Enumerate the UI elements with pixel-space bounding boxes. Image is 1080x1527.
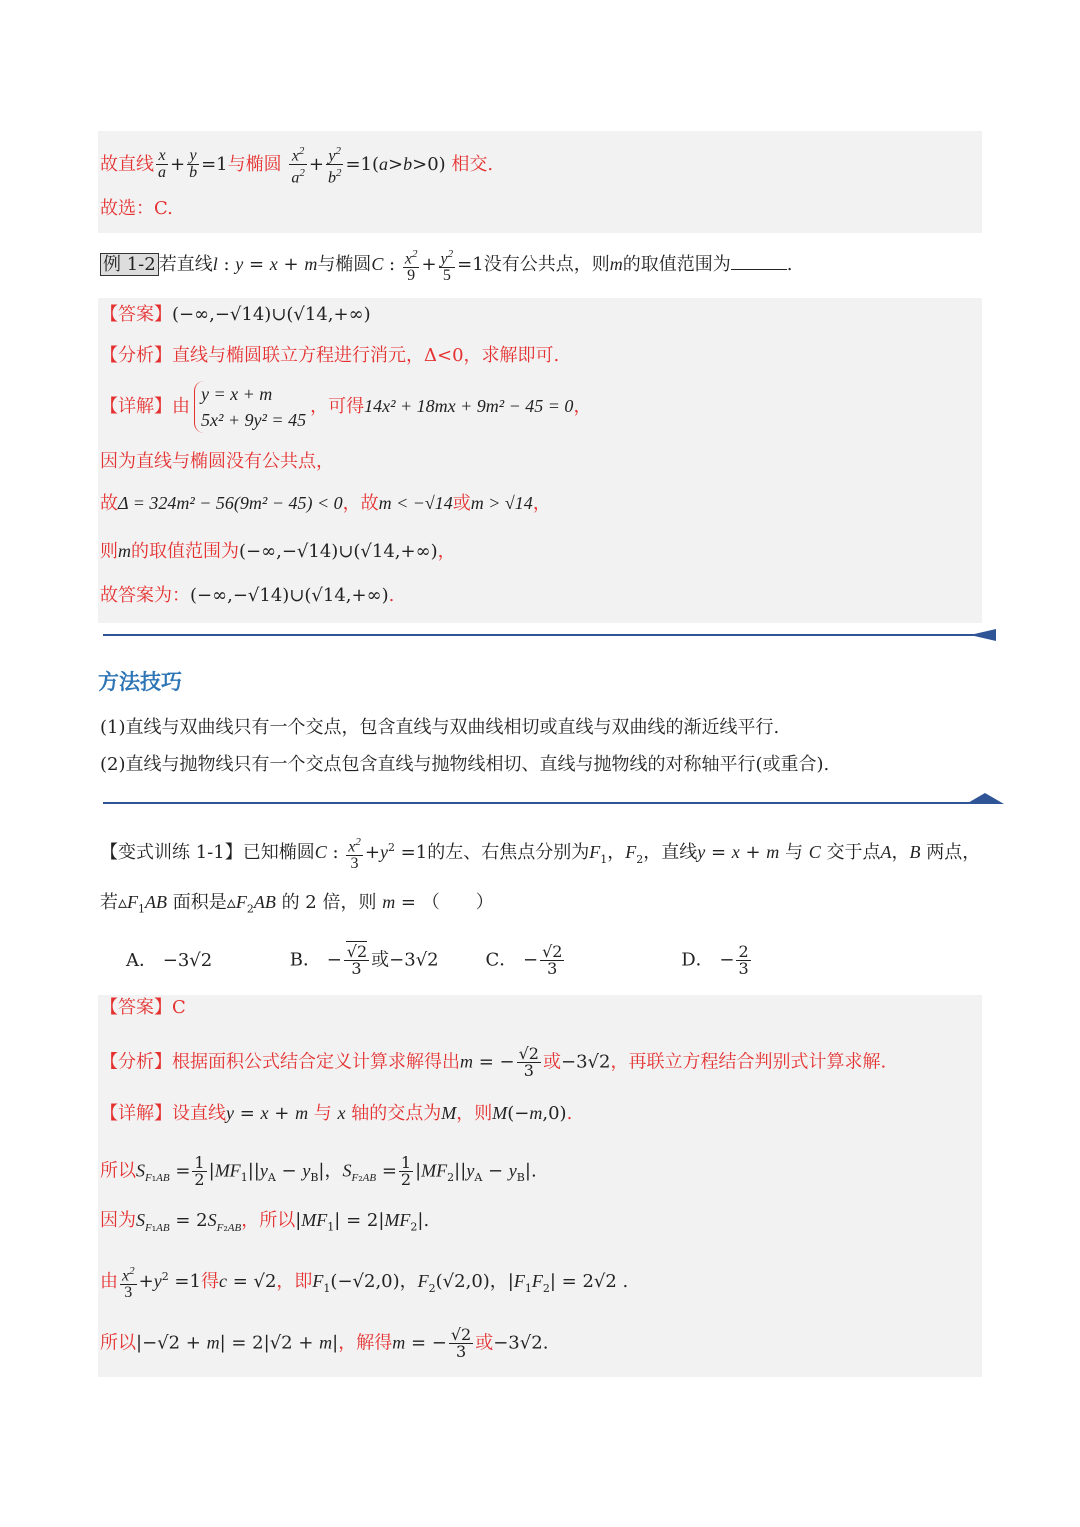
variant-answer-line: 【答案】C bbox=[100, 997, 186, 1018]
detail-label: 【详解】 bbox=[100, 396, 172, 417]
because-line: 因为直线与椭圆没有公共点， bbox=[100, 451, 334, 472]
option-b[interactable]: B． − $\frac{√2}{3}$ 或−3√2 bbox=[289, 942, 439, 978]
variant-focus-line: 由 $\frac{x^2}{3}$ $+y^2 =1$得c = √2，即$F_1(-√2,0)$，$F_2(√2,0)$，$|F_1F_2| = 2√2$ . bbox=[100, 1265, 629, 1302]
variant-line-1: 【变式训练 1-1】已知椭圆C : $\frac{x^2}{3}$ $+y^2 =1$的左、右焦点分别为$F_1$，$F_2$，直线y = x + m 与 C 交于点A，B 两点， bbox=[100, 836, 981, 873]
variant-area-line: 所以$S_{F_1AB}$ = $\frac{1}{2}$ $|MF_1||y_A - y_B|$，$S_{F_2AB}$ = $\frac{1}{2}$ $|MF_2||y_A - y_B|$. bbox=[100, 1153, 537, 1189]
frac-x-a: $\frac{x}{a}$ bbox=[158, 147, 166, 182]
example-text-b: 与椭圆 bbox=[317, 254, 372, 276]
frac-x2-a2: $\frac{x^2}{a^2}$ bbox=[291, 145, 305, 187]
frac-x2-3: $\frac{x^2}{3}$ bbox=[348, 836, 361, 873]
option-d[interactable]: D． − $\frac{2}{3}$ bbox=[681, 942, 749, 978]
variant-result-line: 所以|−√2 + m| = 2|√2 + m|，解得m = − $\frac{√2}{3}$ 或−3√2. bbox=[100, 1325, 549, 1361]
prev-solution-line2: 故选：C. bbox=[100, 198, 173, 219]
frac-y2-5: $\frac{y^2}{5}$ bbox=[440, 248, 454, 285]
range-value: (−∞,−√14)∪(√14,+∞) bbox=[239, 541, 438, 562]
answer-blank bbox=[731, 253, 787, 270]
example-tag: 例 1-2 bbox=[100, 253, 159, 276]
variant-ratio-line: 因为$S_{F_1AB} = 2S_{F_2AB}$，所以$|MF_1| = 2|MF_2|$. bbox=[100, 1210, 430, 1234]
frac-x2-9: $\frac{x^2}{9}$ bbox=[404, 248, 418, 285]
analysis-text: 直线与椭圆联立方程进行消元，Δ<0，求解即可. bbox=[172, 345, 560, 366]
quadratic-eq: 14x² + 18mx + 9m² − 45 = 0 bbox=[364, 396, 574, 416]
variant-analysis-line: 【分析】根据面积公式结合定义计算求解得出m = − $\frac{√2}{3}$ 或−3√2，再联立方程结合判别式计算求解. bbox=[100, 1044, 887, 1080]
equation-system: y = x + m 5x² + 9y² = 45 bbox=[194, 381, 306, 433]
methods-heading: 方法技巧 bbox=[98, 670, 182, 694]
example-line: 例 1-2 若直线l : y = x + m与椭圆C : $\frac{x^2}{9}$ + $\frac{y^2}{5}$ =1没有公共点，则m的取值范围为 . bbox=[100, 246, 792, 284]
example-text-a: 若直线 bbox=[158, 254, 213, 276]
final-answer-value: (−∞,−√14)∪(√14,+∞) bbox=[190, 585, 389, 606]
variant-line-2: 若$▵F_1AB$ 面积是$▵F_2AB$ 的 2 倍，则 m = （ ） bbox=[100, 892, 494, 916]
delta-line: 故Δ = 324m² − 56(9m² − 45) < 0，故m < −√14或m > √14， bbox=[100, 493, 551, 514]
option-c[interactable]: C． − $\frac{√2}{3}$ bbox=[485, 942, 563, 978]
methods-item-1: (1)直线与双曲线只有一个交点，包含直线与双曲线相切或直线与双曲线的渐近线平行. bbox=[100, 717, 780, 738]
option-a[interactable]: A． −3√2 bbox=[126, 949, 213, 971]
example-text-c: 没有公共点，则 bbox=[483, 254, 610, 276]
variant-options bbox=[126, 944, 753, 977]
answer-line bbox=[100, 303, 371, 327]
analysis-line bbox=[100, 344, 559, 368]
example-text-d: 的取值范围为 bbox=[622, 254, 731, 276]
delta-expr: Δ = 324m² − 56(9m² − 45) < 0 bbox=[118, 493, 343, 513]
final-answer-line: 故答案为：(−∞,−√14)∪(√14,+∞). bbox=[100, 585, 395, 606]
section-divider-bottom bbox=[103, 802, 996, 804]
answer-value: (−∞,−√14)∪(√14,+∞) bbox=[172, 304, 371, 325]
frac-y-b: $\frac{y}{b}$ bbox=[189, 147, 198, 182]
section-divider-top bbox=[103, 634, 993, 636]
prev-solution-line1: 故直线 $\frac{x}{a}$ + $\frac{y}{b}$ =1与椭圆 $\frac{x^2}{a^2}$ + $\frac{y^2}{b^2}$ =1(a>b>0) 相交. bbox=[100, 145, 494, 187]
variant-label: 【变式训练 1-1】 bbox=[100, 842, 243, 864]
prev-mid: 与椭圆 bbox=[227, 153, 282, 175]
frac-y2-b2: $\frac{y^2}{b^2}$ bbox=[327, 145, 342, 187]
methods-item-2: (2)直线与抛物线只有一个交点包含直线与抛物线相切、直线与抛物线的对称轴平行(或重合). bbox=[100, 754, 830, 775]
detail-line: 【详解】由 y = x + m 5x² + 9y² = 45 ，可得14x² + 18mx + 9m² − 45 = 0， bbox=[100, 381, 591, 433]
prev-prefix: 故直线 bbox=[100, 153, 154, 175]
prev-suffix: 相交. bbox=[451, 153, 494, 175]
analysis-label: 【分析】 bbox=[100, 345, 172, 366]
divider-arrow-left-icon bbox=[970, 628, 998, 642]
variant-detail-line: 【详解】设直线y = x + m 与 x 轴的交点为M，则M(−m,0). bbox=[100, 1103, 573, 1124]
divider-triangle-icon bbox=[966, 793, 1004, 805]
answer-label: 【答案】 bbox=[100, 304, 172, 325]
range-line: 则m的取值范围为(−∞,−√14)∪(√14,+∞)， bbox=[100, 541, 456, 562]
variant-answer-value: C bbox=[172, 997, 186, 1018]
